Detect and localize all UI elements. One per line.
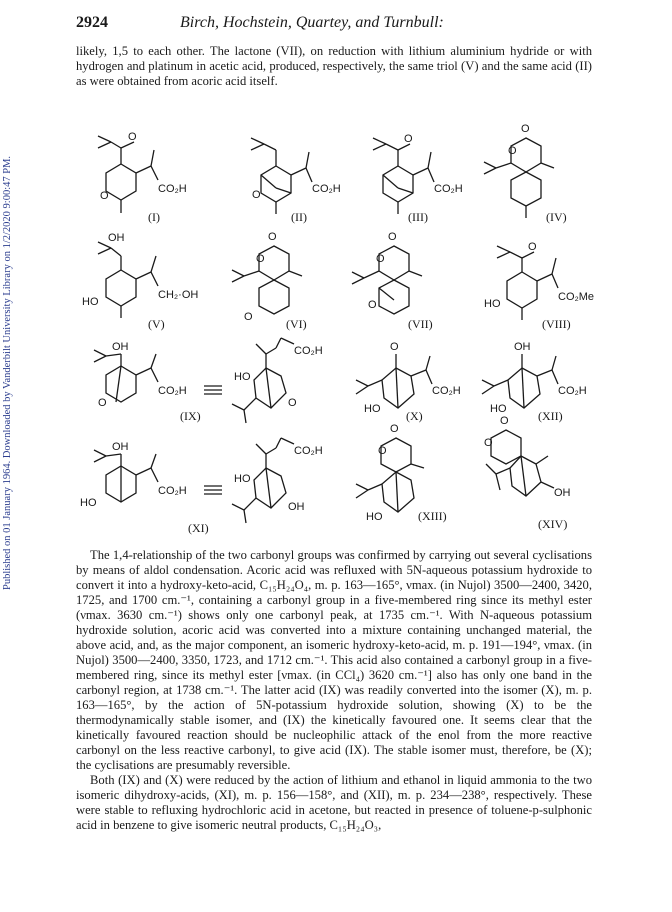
- label-III: (III): [408, 210, 428, 224]
- o-atom: O: [508, 145, 517, 157]
- o-atom: O: [128, 131, 137, 143]
- o-atom: O: [252, 189, 261, 201]
- co2h-group: CO₂H: [434, 183, 463, 195]
- o-atom: O: [500, 415, 509, 427]
- label-I: (I): [148, 210, 160, 224]
- o-atom: O: [390, 341, 399, 353]
- oh-group: OH: [108, 232, 125, 244]
- o-atom: O: [100, 190, 109, 202]
- label-IX: (IX): [180, 409, 201, 423]
- label-XIV: (XIV): [538, 517, 568, 531]
- o-atom: O: [256, 253, 265, 265]
- oh-group: OH: [288, 501, 305, 513]
- label-X: (X): [406, 409, 423, 423]
- co2me-group: CO₂Me: [558, 291, 595, 303]
- label-XI: (XI): [188, 521, 209, 535]
- co2h-group: CO₂H: [558, 385, 587, 397]
- oh-group: OH: [112, 341, 129, 353]
- structure-X: [356, 341, 461, 423]
- structure-IX: [94, 341, 201, 423]
- structure-II: [251, 138, 341, 224]
- structure-XI: [80, 441, 209, 535]
- ch2oh-group: CH₂·OH: [158, 289, 199, 301]
- paragraph-reduction: Both (IX) and (X) were reduced by the action of lithium and ethanol in liquid ammonia to the two isomeric dihydroxy-acids, (XI), m. p. 156—158°, and (XII), m. p. 234—238°, respectively. These were stable to refluxing hydrochloric acid in acetone, but reacted in presence of toluene-p-sulphonic acid in benzene to give isomeric neutral products, C₁₅H₂₄O₃,: [76, 773, 592, 832]
- o-atom: O: [521, 123, 530, 135]
- structure-I: [98, 131, 187, 224]
- o-atom: O: [484, 437, 493, 449]
- label-VII: (VII): [408, 317, 433, 331]
- oh-group: OH: [554, 487, 571, 499]
- co2h-group: CO₂H: [294, 445, 323, 457]
- label-VIII: (VIII): [542, 317, 571, 331]
- label-VI: (VI): [286, 317, 307, 331]
- structure-IX-alt: [232, 338, 323, 423]
- paragraph-aldol: The 1,4-relationship of the two carbonyl groups was confirmed by carrying out several cyclisations by means of aldol condensation. Acoric acid was refluxed with 5N-aqueous potassium hydroxide to convert it into a hydroxy-keto-acid, C₁₅H₂₄O₄, m. p. 163—165°, νmax. (in Nujol) 3500—2400, 3420, 1725, and 1700 cm.⁻¹, containing a carbonyl group in a five-membered ring since its methyl ester (νmax. 3630 cm.⁻¹) shows only one carbonyl peak, at 1735 cm.⁻¹. With N-aqueous potassium hydroxide solution, acoric acid was converted into a mixture containing unchanged material, the above acid, and, as the major component, an isomeric hydroxy-keto-acid, m. p. 191—194°, νmax. (in Nujol) 3500—2400, 3350, 1723, and 1712 cm.⁻¹. This acid also contained a carbonyl group in a five-membered ring, since its methyl ester [νmax. (in CCl₄) 3620 cm.⁻¹] also has only one band in the carbonyl region, at 1738 cm.⁻¹. The latter acid (IX) was readily converted into the isomer (X), m. p. 163—165°, by the action of 5N-potassium hydroxide solution, showing (X) to be the thermodynamically stable isomer, and (IX) the kinetically favoured one. It seems clear that the kinetically favoured reaction should be nucleophilic attack of the enol from the more reactive carbonyl on the less reactive carbonyl, to give acid (IX). The stable isomer must, therefore, be (X); the cyclisations are presumably reversible.: [76, 548, 592, 772]
- download-notice: [2, 120, 16, 590]
- body-text: [76, 548, 592, 833]
- o-atom: O: [528, 241, 537, 253]
- ho-group: HO: [82, 296, 99, 308]
- oh-group: OH: [112, 441, 129, 453]
- page-number: 2924: [76, 14, 108, 31]
- o-atom: O: [368, 299, 377, 311]
- co2h-group: CO₂H: [294, 345, 323, 357]
- ho-group: HO: [80, 497, 97, 509]
- o-atom: O: [268, 231, 277, 243]
- o-atom: O: [244, 311, 253, 323]
- co2h-group: CO₂H: [158, 183, 187, 195]
- oh-group: OH: [514, 341, 531, 353]
- co2h-group: CO₂H: [158, 485, 187, 497]
- ho-group: HO: [234, 371, 251, 383]
- structure-XIV: [484, 415, 571, 531]
- co2h-group: CO₂H: [158, 385, 187, 397]
- structure-scheme: [76, 118, 596, 543]
- o-atom: O: [404, 133, 413, 145]
- label-XII: (XII): [538, 409, 563, 423]
- o-atom: O: [390, 423, 399, 435]
- intro-text: likely, 1,5 to each other. The lactone (VII), on reduction with lithium aluminium hydride or with hydrogen and platinum in acetic acid, produced, respectively, the same triol (V) and the same acid (II) as were obtained from acoric acid itself.: [76, 44, 592, 88]
- co2h-group: CO₂H: [312, 183, 341, 195]
- structure-XIII: [356, 423, 447, 523]
- intro-paragraph: [76, 44, 592, 89]
- equiv-XI: [204, 486, 222, 494]
- ho-group: HO: [366, 511, 383, 523]
- label-XIII: (XIII): [418, 509, 447, 523]
- equiv-IX: [204, 386, 222, 394]
- o-atom: O: [288, 397, 297, 409]
- o-atom: O: [388, 231, 397, 243]
- co2h-group: CO₂H: [432, 385, 461, 397]
- ho-group: HO: [484, 298, 501, 310]
- structure-XI-alt: [232, 438, 323, 523]
- structure-V: [82, 232, 198, 331]
- o-atom: O: [378, 445, 387, 457]
- structure-IV: [484, 123, 567, 224]
- download-notice-text: Published on 01 January 1964. Downloaded by Vanderbilt University Library on 1/2/2020 9:00:47 PM.: [2, 155, 13, 590]
- ho-group: HO: [490, 403, 507, 415]
- structure-VI: [232, 231, 307, 331]
- structure-VII: [352, 231, 433, 331]
- running-head: Birch, Hochstein, Quartey, and Turnbull:: [180, 14, 444, 31]
- ho-group: HO: [364, 403, 381, 415]
- ho-group: HO: [234, 473, 251, 485]
- structure-VIII: [484, 241, 594, 331]
- o-atom: O: [98, 397, 107, 409]
- label-V: (V): [148, 317, 165, 331]
- structure-XII: [482, 341, 587, 423]
- o-atom: O: [376, 253, 385, 265]
- structure-III: [373, 133, 463, 224]
- label-IV: (IV): [546, 210, 567, 224]
- label-II: (II): [291, 210, 307, 224]
